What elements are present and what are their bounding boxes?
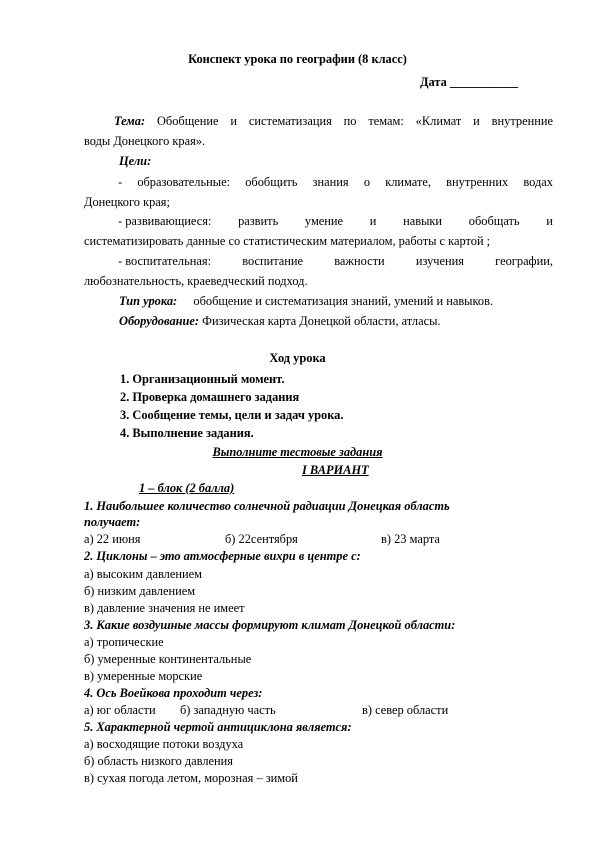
answer-option: б) западную часть xyxy=(180,703,276,717)
equipment-label: Оборудование: xyxy=(119,314,200,328)
course-step: 2. Проверка домашнего задания xyxy=(120,390,300,404)
block-heading: 1 – блок (2 балла) xyxy=(139,481,235,495)
topic-word: и xyxy=(473,114,480,128)
goal-word: воспитание xyxy=(242,254,304,268)
answer-option: а) тропические xyxy=(84,635,164,649)
goal-word: важности xyxy=(334,254,385,268)
goal-educational-line-2: Донецкого края; xyxy=(84,195,170,209)
answer-option: а) высоким давлением xyxy=(84,567,202,581)
question-2: 2. Циклоны – это атмосферные вихри в центре с: xyxy=(84,549,361,563)
goal-educational-line-1 xyxy=(118,174,553,190)
goal-word: образовательные: xyxy=(137,175,231,189)
goal-word: обобщать xyxy=(468,214,520,228)
goal-upbringing-line-1 xyxy=(118,253,553,269)
topic-word: Обобщение xyxy=(156,114,219,128)
goal-word: географии, xyxy=(495,254,553,268)
goal-word: умение xyxy=(304,214,344,228)
question-1: 1. Наибольшее количество солнечной радиации Донецкая область xyxy=(84,499,450,513)
goal-word: навыки xyxy=(403,214,443,228)
course-heading: Ход урока xyxy=(269,351,326,365)
answer-option: в) север области xyxy=(362,703,449,717)
test-instruction: Выполните тестовые задания xyxy=(212,445,383,459)
lesson-type-label: Тип урока: xyxy=(119,294,178,308)
page-title: Конспект урока по географии (8 класс) xyxy=(188,52,407,66)
topic-word: темам: xyxy=(368,114,404,128)
goal-upbringing-line-2: любознательность, краеведческий подход. xyxy=(84,274,308,288)
topic-line-1 xyxy=(114,113,553,129)
question-4: 4. Ось Воейкова проходит через: xyxy=(84,686,263,700)
course-step: 1. Организационный момент. xyxy=(120,372,285,386)
answer-option: в) давление значения не имеет xyxy=(84,601,245,615)
topic-word: систематизация xyxy=(248,114,332,128)
goal-word: изучения xyxy=(415,254,464,268)
question-1-continued: получает: xyxy=(84,515,141,529)
goal-word: обобщить xyxy=(245,175,298,189)
goal-word: - xyxy=(118,175,123,189)
topic-label: Тема: xyxy=(114,114,146,128)
goal-word: водах xyxy=(523,175,553,189)
lesson-type xyxy=(119,293,493,309)
goal-word: климате, xyxy=(385,175,431,189)
equipment-value: Физическая карта Донецкой области, атласы. xyxy=(202,314,441,328)
goal-word: внутренних xyxy=(446,175,509,189)
topic-line-2: воды Донецкого края». xyxy=(84,134,206,148)
answer-option: а) восходящие потоки воздуха xyxy=(84,737,244,751)
answer-option: в) сухая погода летом, морозная – зимой xyxy=(84,771,298,785)
answer-option: б) умеренные континентальные xyxy=(84,652,252,666)
goal-word: - воспитательная: xyxy=(118,254,212,268)
answer-option: а) 22 июня xyxy=(84,532,141,546)
course-step: 3. Сообщение темы, цели и задач урока. xyxy=(120,408,344,422)
course-step: 4. Выполнение задания. xyxy=(120,426,254,440)
answer-option: б) низким давлением xyxy=(84,584,196,598)
answer-option: б) 22сентября xyxy=(225,532,298,546)
answer-option: в) 23 марта xyxy=(381,532,440,546)
topic-word: внутренние xyxy=(491,114,553,128)
date-field: Дата ___________ xyxy=(420,75,519,89)
answer-option: а) юг области xyxy=(84,703,156,717)
equipment xyxy=(119,313,441,329)
goal-word: - развивающиеся: xyxy=(118,214,212,228)
goal-word: знания xyxy=(312,175,349,189)
variant-heading: I ВАРИАНТ xyxy=(302,463,369,477)
goal-word: и xyxy=(369,214,377,228)
goals-label: Цели: xyxy=(119,154,152,168)
goal-developmental-line-2: систематизировать данные со статистическим материалом, работы с картой ; xyxy=(84,234,491,248)
topic-word: по xyxy=(343,114,357,128)
topic-word: и xyxy=(230,114,238,128)
goal-developmental-line-1 xyxy=(118,213,553,229)
goal-word: развить xyxy=(238,214,279,228)
topic-word: «Климат xyxy=(415,114,462,128)
goal-word: и xyxy=(546,214,553,228)
answer-option: в) умеренные морские xyxy=(84,669,203,683)
answer-option: б) область низкого давления xyxy=(84,754,234,768)
lesson-type-value: обобщение и систематизация знаний, умений и навыков. xyxy=(193,294,494,308)
question-3: 3. Какие воздушные массы формируют климат Донецкой области: xyxy=(84,618,456,632)
question-5: 5. Характерной чертой антициклона является: xyxy=(84,720,352,734)
goal-word: о xyxy=(363,175,371,189)
